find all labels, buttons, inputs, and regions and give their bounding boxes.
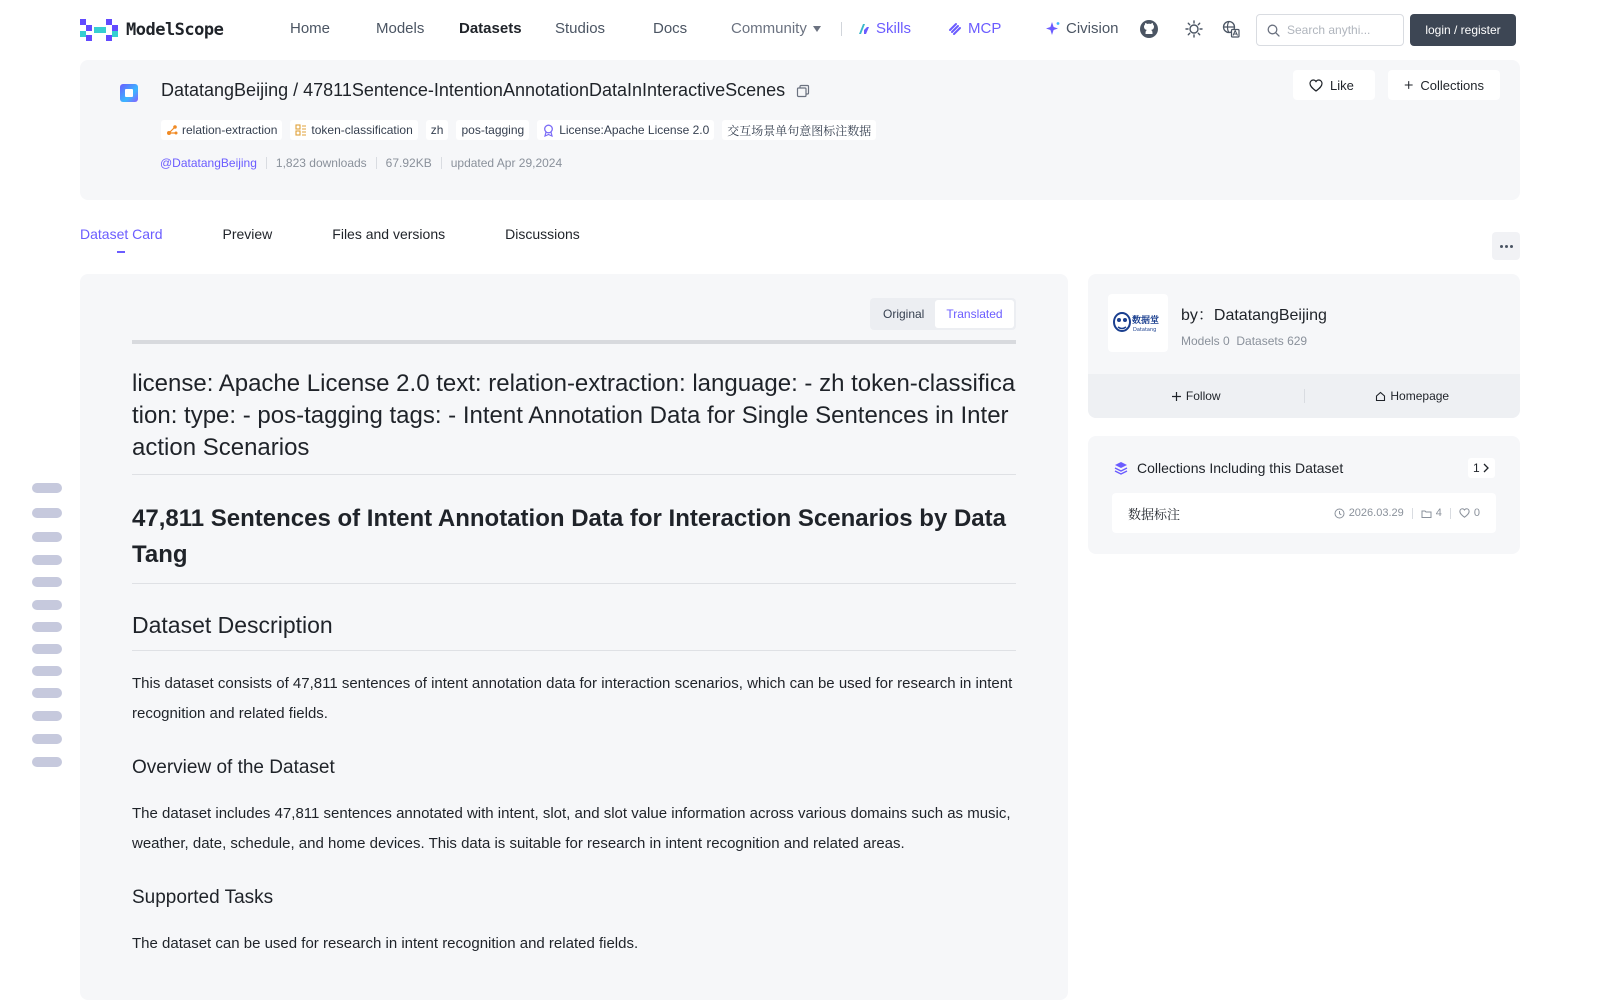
home-icon [1375, 391, 1386, 402]
tab-files-and-versions[interactable]: Files and versions [332, 226, 446, 242]
skills-icon [857, 22, 871, 36]
toggle-original[interactable]: Original [883, 307, 925, 321]
clock-icon [1334, 508, 1345, 519]
section-heading-overview: Overview of the Dataset [132, 757, 335, 778]
heart-icon [1459, 508, 1470, 518]
tag-label: 交互场景单句意图标注数据 [727, 123, 872, 138]
collections-title: Collections Including this Dataset [1137, 460, 1344, 476]
github-icon[interactable] [1138, 18, 1160, 40]
owner-actions [1088, 374, 1520, 418]
nav-home[interactable]: Home [290, 20, 331, 37]
plus-icon [1171, 391, 1182, 402]
top-navigation [0, 0, 1600, 60]
tab-discussions[interactable]: Discussions [505, 226, 580, 242]
nav-community-dropdown[interactable] [731, 20, 821, 37]
tab-dataset-card[interactable]: Dataset Card [80, 226, 163, 242]
dataset-meta [160, 156, 562, 170]
modelscope-logo-icon [80, 19, 118, 41]
tag-language-zh[interactable] [426, 120, 449, 140]
collections-card [1088, 436, 1520, 554]
folder-icon [1421, 508, 1432, 519]
nav-divider [841, 22, 842, 36]
owner-card [1088, 274, 1520, 418]
heading-underline [132, 650, 1016, 651]
collection-date [1334, 507, 1404, 519]
toc-item[interactable] [32, 644, 62, 654]
meta-divider [1450, 508, 1451, 519]
dataset-title [161, 80, 810, 101]
caret-down-icon [813, 26, 821, 32]
nav-civision-label: Civision [1066, 20, 1119, 37]
toc-item[interactable] [32, 734, 62, 744]
modelscope-logo[interactable] [80, 19, 223, 41]
mcp-icon [947, 21, 963, 37]
download-count: 1,823 downloads [275, 156, 367, 170]
follow-button[interactable] [1088, 389, 1304, 403]
token-classification-icon [295, 124, 307, 136]
toc-item[interactable] [32, 757, 62, 767]
chevron-right-icon [1482, 463, 1490, 473]
heart-icon [1309, 79, 1323, 92]
like-label: Like [1330, 77, 1354, 93]
description-paragraph: This dataset consists of 47,811 sentences of intent annotation data for interaction scenarios, which can be used for research in intent recognition and related fields. [132, 675, 1013, 722]
author-handle-link[interactable]: @DatatangBeijing [160, 156, 257, 170]
toc-item[interactable] [32, 600, 62, 610]
tag-chinese-title[interactable] [722, 120, 876, 140]
tag-label: pos-tagging [461, 123, 525, 137]
collection-items-count: 4 [1435, 507, 1442, 519]
heading-underline [132, 583, 1016, 584]
toc-item[interactable] [32, 532, 62, 542]
owner-avatar[interactable] [1108, 294, 1168, 352]
language-switch-icon[interactable] [1220, 18, 1242, 40]
license-badge-icon [542, 124, 555, 137]
nav-skills[interactable] [857, 20, 911, 37]
tag-label: License:Apache License 2.0 [559, 123, 710, 137]
collection-items [1421, 507, 1442, 519]
dataset-tags [161, 120, 876, 140]
dataset-name: 47811Sentence-IntentionAnnotationDataInInteractiveScenes [303, 80, 786, 100]
search-box[interactable] [1256, 14, 1404, 46]
collection-item[interactable] [1112, 493, 1496, 533]
toc-item[interactable] [32, 666, 62, 676]
relation-extraction-icon [166, 124, 178, 136]
overview-paragraph: The dataset includes 47,811 sentences annotated with intent, slot, and slot value information across various domains such as music, weather, date, schedule, and home devices. This data is suitable for research in intent recognition and related areas. [132, 805, 1011, 852]
follow-label: Follow [1185, 389, 1221, 403]
collections-count-link[interactable] [1468, 458, 1495, 478]
frontmatter-divider [132, 340, 1016, 344]
tag-relation-extraction[interactable] [161, 120, 282, 140]
section-heading-description: Dataset Description [132, 612, 333, 638]
tag-pos-tagging[interactable] [456, 120, 529, 140]
meta-divider [1412, 508, 1413, 519]
dataset-main-heading: 47,811 Sentences of Intent Annotation Data for Interaction Scenarios by Data Tang [132, 505, 1006, 568]
toc-item[interactable] [32, 577, 62, 587]
collection-name: 数据标注 [1128, 506, 1181, 522]
tag-label: token-classification [311, 123, 413, 137]
toc-item[interactable] [32, 483, 62, 493]
logo-text: ModelScope [126, 20, 224, 40]
nav-civision[interactable] [1045, 20, 1119, 37]
owner-stats [1181, 334, 1307, 348]
collection-likes-count: 0 [1473, 507, 1480, 519]
markdown-body [132, 340, 1016, 959]
nav-models[interactable]: Models [376, 20, 425, 37]
theme-toggle-sun-icon[interactable] [1183, 18, 1205, 40]
logo-english-text: Datatang [1133, 327, 1157, 333]
toggle-translated[interactable]: Translated [935, 300, 1013, 328]
logo-chinese-text: 数据堂 [1132, 316, 1160, 326]
copy-icon[interactable] [796, 84, 810, 98]
collections-count: 1 [1473, 461, 1480, 475]
frontmatter-heading: license: Apache License 2.0 text: relation-extraction: language: - zh token-classification: type: - pos-tagging tags: - Intent Annotation Data for Single Sentences in Interaction Scenarios [132, 370, 1016, 461]
homepage-label: Homepage [1390, 389, 1450, 403]
sparkle-icon [1045, 21, 1061, 37]
collection-date-text: 2026.03.29 [1348, 507, 1404, 519]
meta-divider [376, 157, 377, 169]
tag-license[interactable] [537, 120, 714, 140]
meta-divider [441, 157, 442, 169]
collections-heading [1114, 460, 1343, 476]
nav-skills-label: Skills [876, 20, 912, 37]
owner-datasets-count: Datasets 629 [1236, 334, 1308, 348]
toc-item[interactable] [32, 688, 62, 698]
dataset-header [80, 60, 1520, 200]
dataset-size: 67.92KB [385, 156, 432, 170]
owner-name[interactable]: by：DatatangBeijing [1181, 307, 1327, 324]
heading-underline [132, 474, 1016, 475]
updated-date: updated Apr 29,2024 [450, 156, 563, 170]
dataset-card-content [80, 274, 1068, 1000]
tag-label: zh [430, 123, 444, 137]
collections-label: Collections [1420, 77, 1484, 93]
tab-preview[interactable]: Preview [222, 226, 273, 242]
collections-button[interactable] [1388, 70, 1500, 100]
owner-models-count: Models 0 [1181, 334, 1230, 348]
more-options-icon[interactable] [1492, 232, 1520, 260]
nav-docs[interactable]: Docs [653, 20, 688, 37]
dataset-owner-link[interactable]: DatatangBeijing [161, 80, 289, 100]
login-register-button[interactable]: login / register [1410, 14, 1516, 46]
collection-likes [1459, 507, 1480, 519]
meta-divider [266, 157, 267, 169]
search-input[interactable] [1287, 23, 1397, 37]
nav-community-label: Community [731, 20, 807, 37]
tag-token-classification[interactable] [290, 120, 417, 140]
language-toggle [870, 298, 1016, 330]
search-icon [1267, 24, 1280, 37]
nav-mcp[interactable] [947, 20, 1001, 37]
tag-label: relation-extraction [182, 123, 278, 137]
toc-item[interactable] [32, 555, 62, 565]
toc-item[interactable] [32, 508, 62, 518]
datatang-logo-icon [1112, 308, 1164, 338]
toc-item[interactable] [32, 622, 62, 632]
nav-studios[interactable]: Studios [555, 20, 606, 37]
plus-icon [1404, 79, 1413, 91]
title-separator: / [293, 80, 299, 100]
section-heading-supported-tasks: Supported Tasks [132, 887, 274, 908]
toc-item[interactable] [32, 711, 62, 721]
nav-mcp-label: MCP [968, 20, 1002, 37]
dataset-tabs [80, 226, 580, 242]
homepage-button[interactable] [1305, 389, 1521, 403]
supported-tasks-paragraph: The dataset can be used for research in intent recognition and related fields. [132, 935, 639, 952]
dataset-icon [120, 84, 138, 102]
layers-icon [1114, 461, 1128, 475]
like-button[interactable] [1293, 70, 1375, 100]
nav-datasets[interactable]: Datasets [459, 20, 522, 37]
